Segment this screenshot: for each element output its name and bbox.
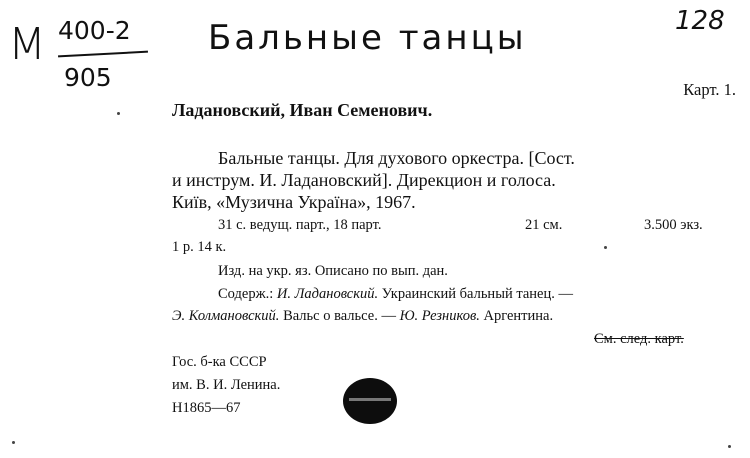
ink-speck [728, 445, 731, 448]
description-line-1: Бальные танцы. Для духового оркестра. [Сост. [218, 148, 575, 168]
ink-speck [604, 246, 607, 249]
ink-stamp [343, 378, 397, 424]
handwritten-title: Бальные танцы [208, 18, 527, 58]
handwritten-call-number-bottom: 905 [64, 63, 112, 92]
note-language: Изд. на укр. яз. Описано по вып. дан. [218, 263, 448, 279]
handwritten-call-number-top: 400-2 [58, 16, 131, 45]
library-line-3: Н1865—67 [172, 400, 241, 416]
handwritten-letter: M [8, 19, 46, 70]
library-line-1: Гос. б-ка СССР [172, 354, 267, 370]
ink-speck [12, 441, 15, 444]
card-counter: Карт. 1. [683, 80, 736, 99]
price: 1 р. 14 к. [172, 239, 227, 255]
handwritten-fraction-line [58, 51, 148, 58]
contents-line-2: Э. Колмановский. Вальс о вальсе. — Ю. Резников. Аргентина. [172, 308, 554, 324]
author-heading: Ладановский, Иван Семенович. [172, 100, 433, 120]
print-run: 3.500 экз. [644, 217, 703, 233]
collation-size: 21 см. [525, 217, 563, 233]
contents-line-1: Содерж.: И. Ладановский. Украинский бальный танец. — [218, 286, 573, 302]
library-line-2: им. В. И. Ленина. [172, 377, 281, 393]
description-line-2: и инструм. И. Ладановский]. Дирекцион и голоса. [172, 170, 556, 190]
handwritten-number: 128 [675, 6, 725, 36]
see-next-card: См. след. карт. [594, 331, 684, 347]
description-line-3: Київ, «Музична Україна», 1967. [172, 192, 416, 212]
ink-speck [117, 112, 120, 115]
collation-pages: 31 с. ведущ. парт., 18 парт. [218, 217, 382, 233]
